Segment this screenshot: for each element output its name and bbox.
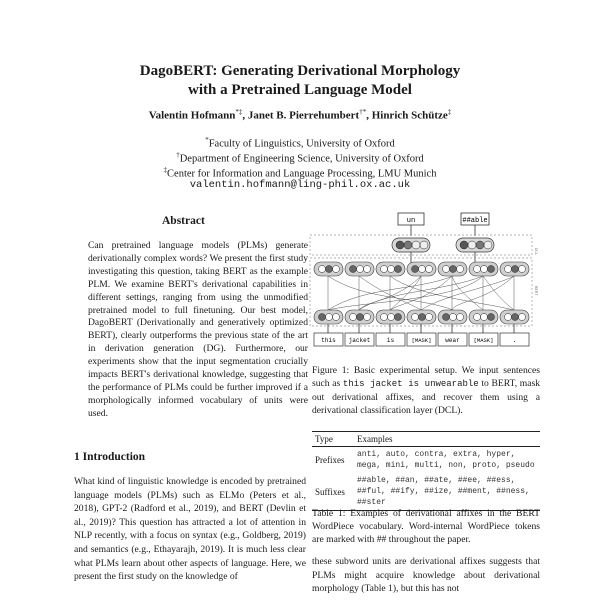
table-cell-type: Suffixes bbox=[312, 473, 354, 511]
bert-label: BERT bbox=[533, 286, 537, 296]
affiliation-2-text: Department of Engineering Science, University of Oxford bbox=[179, 153, 424, 165]
author-2-mark: †* bbox=[359, 108, 367, 116]
table-1-caption: Table 1: Examples of derivational affixes in the BERT WordPiece vocabulary. Word-internal WordPiece tokens are marked with ## throughout the paper. bbox=[312, 508, 540, 545]
table-cell-examples: anti, auto, contra, extra, hyper, mega, mini, multi, non, proto, pseudo bbox=[357, 450, 535, 470]
figure-caption-prefix: Figure 1: Basic experimental setup. We input sentences such as bbox=[312, 365, 540, 389]
output-label-un: un bbox=[406, 217, 416, 225]
table-1 bbox=[312, 431, 540, 511]
bert-top-layer bbox=[314, 262, 529, 276]
affiliation-2-mark: † bbox=[176, 151, 180, 159]
figure-1-diagram bbox=[306, 206, 542, 354]
token-mask-1: [MASK] bbox=[411, 337, 432, 344]
token-this: this bbox=[321, 337, 336, 344]
affiliation-1-mark: * bbox=[205, 136, 209, 144]
author-1-mark: *‡ bbox=[235, 108, 243, 116]
right-column-body: these subword units are derivational affixes suggests that PLMs might acquire knowledge about derivational morphology (Table 1), but this has not bbox=[312, 556, 540, 595]
table-header-type: Type bbox=[312, 432, 354, 447]
figure-caption-example: this jacket is unwearable bbox=[342, 379, 479, 389]
abstract-heading: Abstract bbox=[162, 215, 205, 227]
bert-bottom-layer bbox=[314, 310, 529, 324]
author-1: Valentin Hofmann bbox=[148, 109, 236, 122]
token-is: is bbox=[386, 337, 395, 344]
affiliation-3-text: Center for Information and Language Processing, LMU Munich bbox=[167, 168, 437, 180]
token-period: . bbox=[512, 337, 517, 344]
token-mask-2: [MASK] bbox=[473, 337, 494, 344]
figure-1-caption bbox=[312, 364, 540, 417]
table-cell-examples: ##able, ##an, ##ate, ##ee, ##ess, ##ful, ##ify, ##ize, ##ment, ##ness, ##ster bbox=[354, 473, 540, 511]
affiliation-1-text: Faculty of Linguistics, University of Oxford bbox=[208, 138, 395, 150]
token-jacket: jacket bbox=[348, 337, 371, 344]
input-tokens bbox=[314, 333, 529, 346]
abstract-body: Can pretrained language models (PLMs) generate derivationally complex words? We present the first study investigating this question, taking BERT as the example PLM. We examine BERT's derivational capabilities in different settings, ranging from using the unmodified pretrained model to full finetuning. Our best model, DagoBERT (Derivationally and generatively optimized BERT), clearly outperforms the previous state of the art in derivation generation (DG). Furthermore, our experiments show that the input segmentation crucially impacts BERT's derivational knowledge, suggesting that the performance of PLMs could be further improved if a morphologically informed vocabulary of units were used. bbox=[88, 240, 308, 419]
author-2: Janet B. Pierrehumbert bbox=[247, 109, 360, 122]
affiliation-3-mark: ‡ bbox=[163, 166, 168, 174]
paper-title-line-1: DagoBERT: Generating Derivational Morphology bbox=[139, 63, 461, 79]
author-email[interactable]: valentin.hofmann@ling-phil.ox.ac.uk bbox=[189, 179, 411, 191]
author-3: Hinrich Schütze bbox=[371, 109, 448, 122]
output-label-able: ##able bbox=[462, 217, 488, 225]
table-header-examples: Examples bbox=[354, 432, 540, 447]
introduction-heading: 1 Introduction bbox=[74, 451, 146, 463]
dcl-label: DCL bbox=[533, 248, 537, 256]
figure-caption-suffix: to BERT, mask out derivational affixes, and recover them using a derivational classification layer (DCL). bbox=[312, 378, 540, 416]
table-row bbox=[312, 447, 540, 474]
author-3-mark: ‡ bbox=[447, 108, 452, 116]
author-separator: , bbox=[242, 109, 248, 122]
table-cell-type: Prefixes bbox=[315, 455, 345, 465]
paper-title-line-2: with a Pretrained Language Model bbox=[188, 82, 412, 98]
author-separator: , bbox=[366, 109, 372, 122]
author-list bbox=[0, 108, 600, 122]
introduction-body: What kind of linguistic knowledge is encoded by pretrained language models (PLMs) such as ELMo (Peters et al., 2018), GPT-2 (Radford et al., 2019), and BERT (Devlin et al., 2019)? This question has attracted a lot of attention in NLP recently, with a focus on syntax (e.g., Goldberg, 2019) and semantics (e.g., Ethayarajh, 2019). It is much less clear what PLMs learn about other aspects of language. Here, we present the first study on the knowledge of bbox=[74, 476, 306, 583]
attention-connections bbox=[328, 276, 514, 310]
token-wear: wear bbox=[445, 337, 460, 344]
table-row bbox=[312, 473, 540, 511]
